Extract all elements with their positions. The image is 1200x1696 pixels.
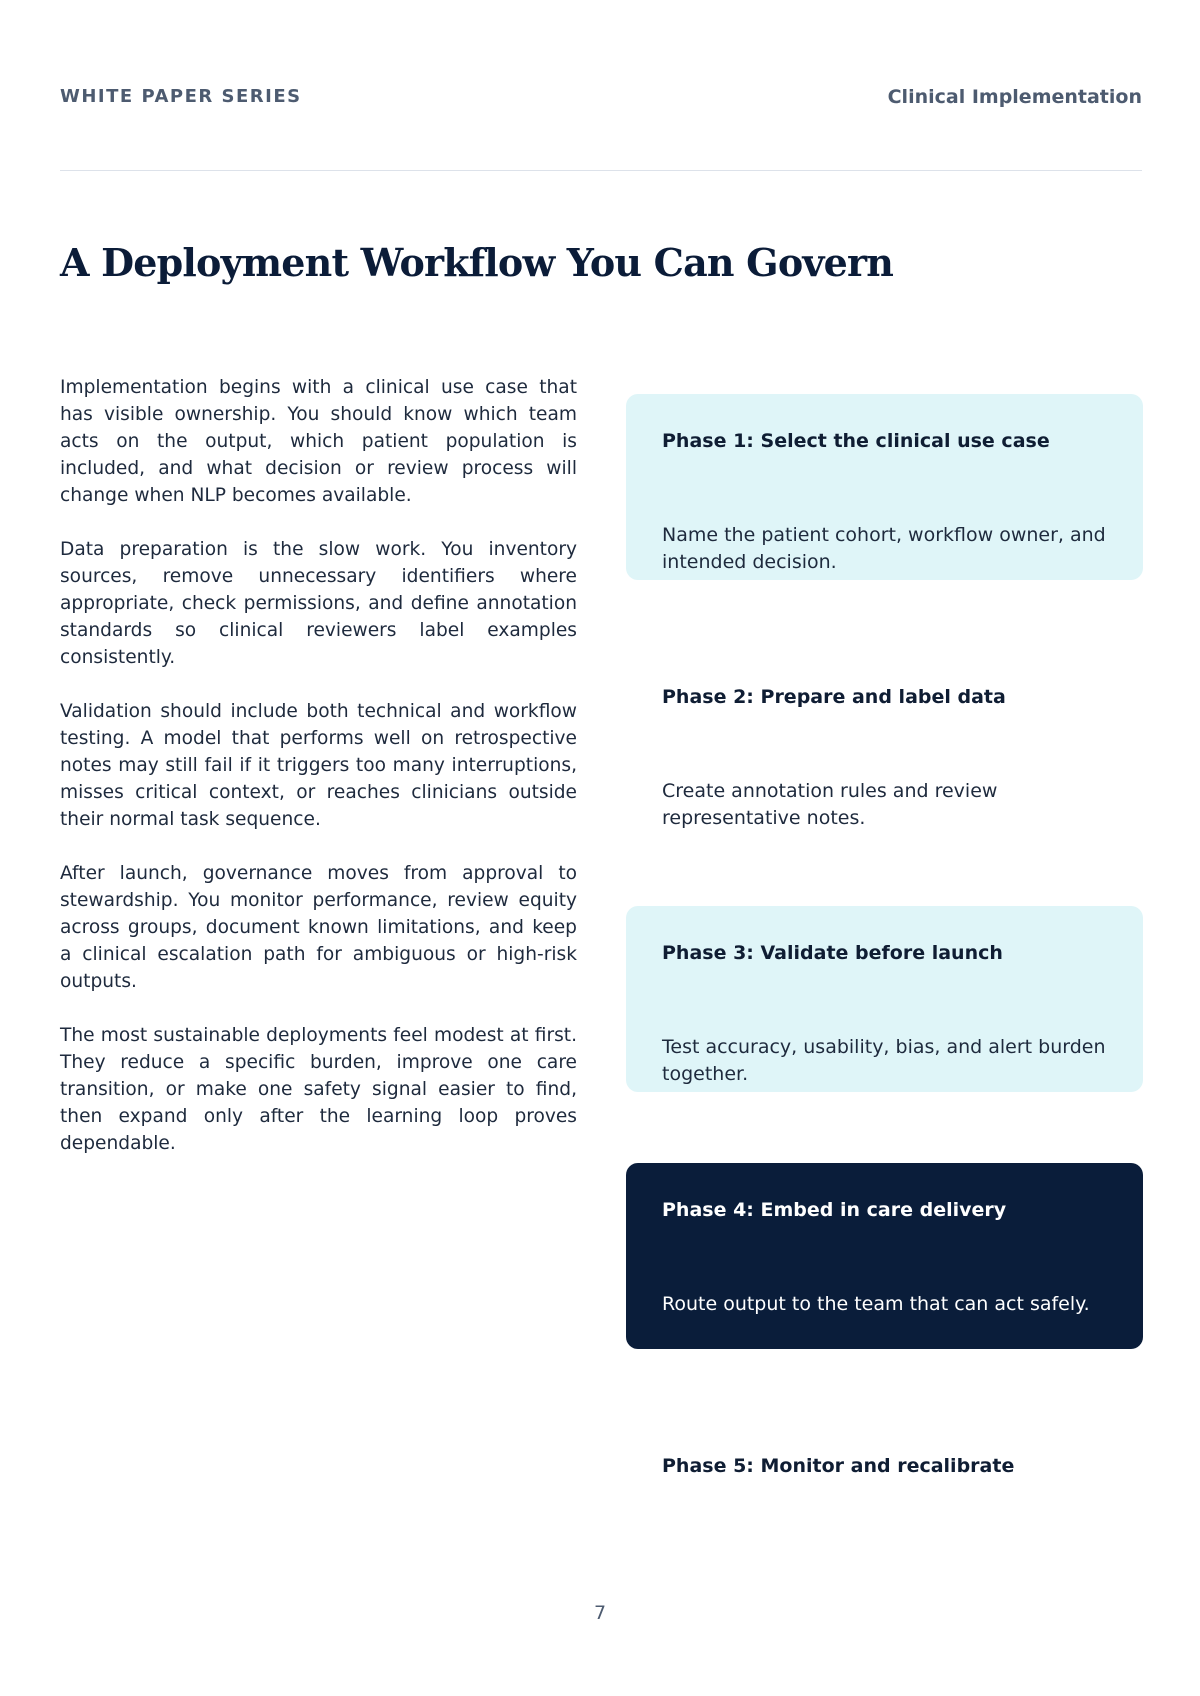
phase-title: Phase 4: Embed in care delivery	[662, 1199, 1007, 1221]
phase-description: Test accuracy, usability, bias, and alert burden together.	[662, 1036, 1106, 1085]
phase-title: Phase 5: Monitor and recalibrate	[662, 1455, 1015, 1477]
phase-description: Create annotation rules and review representative notes.	[662, 780, 998, 829]
page-number: 7	[593, 1602, 607, 1624]
phase-description: Name the patient cohort, workflow owner, and intended decision.	[662, 524, 1106, 573]
series-label: WHITE PAPER SERIES	[60, 86, 302, 107]
phase-title: Phase 1: Select the clinical use case	[662, 430, 1050, 452]
phase-card-4	[626, 1163, 1143, 1349]
body-paragraph: After launch, governance moves from approval to stewardship. You monitor performance, review equity across groups, document known limitations, and keep a clinical escalation path for ambiguous or high-risk outputs.	[60, 863, 577, 992]
phase-description: Route output to the team that can act safely.	[662, 1293, 1090, 1315]
body-paragraph: Validation should include both technical and workflow testing. A model that performs well on retrospective notes may still fail if it triggers too many interruptions, misses critical context, or reaches clinicians outside their normal task sequence.	[60, 701, 577, 830]
phase-title: Phase 3: Validate before launch	[662, 942, 1003, 964]
body-paragraph: Implementation begins with a clinical use case that has visible ownership. You should know which team acts on the output, which patient population is included, and what decision or review process will change when NLP becomes available.	[60, 377, 577, 506]
phase-card-2	[626, 650, 1143, 836]
phase-card-1	[626, 394, 1143, 580]
body-text-column	[60, 374, 577, 1184]
body-paragraph: Data preparation is the slow work. You inventory sources, remove unnecessary identifiers where appropriate, check permissions, and define annotation standards so clinical reviewers label examples consistently.	[60, 539, 577, 668]
page-header	[60, 86, 1142, 114]
section-label: Clinical Implementation	[887, 86, 1142, 108]
phase-card-5	[626, 1419, 1143, 1605]
phase-card-3	[626, 906, 1143, 1092]
body-paragraph: The most sustainable deployments feel modest at first. They reduce a specific burden, improve one care transition, or make one safety signal easier to find, then expand only after the learning loop proves dependable.	[60, 1025, 577, 1154]
page-title: A Deployment Workflow You Can Govern	[60, 240, 894, 285]
header-divider	[60, 170, 1142, 171]
phase-title: Phase 2: Prepare and label data	[662, 686, 1006, 708]
